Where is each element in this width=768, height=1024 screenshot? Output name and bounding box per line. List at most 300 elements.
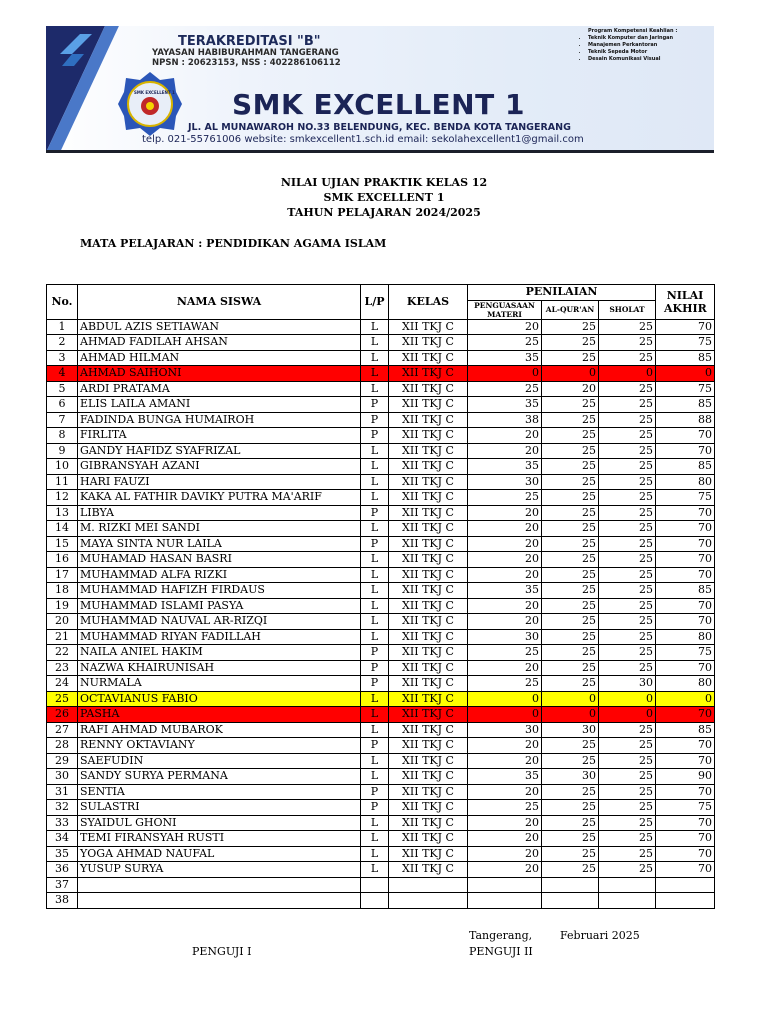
cell-sholat: 0: [599, 366, 656, 382]
cell-name: GIBRANSYAH AZANI: [78, 459, 361, 475]
cell-sholat: 25: [599, 800, 656, 816]
cell-quran: 25: [542, 784, 599, 800]
cell-quran: 25: [542, 676, 599, 692]
cell-final: 75: [656, 335, 715, 351]
cell-mastery: 25: [468, 800, 542, 816]
program-item: • Teknik Sepeda Motor: [588, 49, 712, 56]
cell-gender: [361, 893, 389, 909]
subject-label: MATA PELAJARAN : PENDIDIKAN AGAMA ISLAM: [80, 237, 387, 250]
cell-gender: P: [361, 505, 389, 521]
cell-gender: L: [361, 614, 389, 630]
cell-class: XII TKJ C: [389, 753, 468, 769]
cell-final: 70: [656, 552, 715, 568]
header-quran: AL-QUR'AN: [542, 300, 599, 319]
cell-mastery: 35: [468, 350, 542, 366]
cell-final: 75: [656, 381, 715, 397]
cell-final: 70: [656, 831, 715, 847]
cell-no: 36: [47, 862, 78, 878]
grades-body: [47, 319, 715, 908]
table-row: [47, 598, 715, 614]
table-header-row: [47, 285, 715, 301]
examiner-1-label: PENGUJI I: [192, 945, 252, 958]
cell-sholat: 25: [599, 645, 656, 661]
letterhead: [46, 26, 714, 150]
cell-sholat: 25: [599, 660, 656, 676]
table-row: [47, 691, 715, 707]
cell-mastery: 20: [468, 738, 542, 754]
cell-final: 70: [656, 846, 715, 862]
cell-name: AHMAD HILMAN: [78, 350, 361, 366]
npsn-nss: NPSN : 20623153, NSS : 402286106112: [152, 58, 341, 68]
foundation-name: YAYASAN HABIBURAHMAN TANGERANG: [152, 48, 339, 58]
cell-class: XII TKJ C: [389, 629, 468, 645]
cell-sholat: 25: [599, 350, 656, 366]
cell-mastery: 20: [468, 846, 542, 862]
cell-sholat: 25: [599, 567, 656, 583]
cell-no: 25: [47, 691, 78, 707]
cell-mastery: 20: [468, 753, 542, 769]
cell-mastery: 38: [468, 412, 542, 428]
cell-name: [78, 893, 361, 909]
cell-quran: 25: [542, 552, 599, 568]
cell-name: SAEFUDIN: [78, 753, 361, 769]
cell-final: 70: [656, 505, 715, 521]
document-school: SMK EXCELLENT 1: [323, 191, 445, 204]
cell-final: 70: [656, 598, 715, 614]
cell-mastery: 25: [468, 490, 542, 506]
cell-quran: 30: [542, 769, 599, 785]
examiner-2-label: PENGUJI II: [469, 945, 533, 958]
header-name: NAMA SISWA: [78, 285, 361, 320]
cell-gender: P: [361, 645, 389, 661]
school-contact: telp. 021-55761006 website: smkexcellent1.sch.id email: sekolahexcellent1@gmail.com: [142, 134, 584, 145]
cell-gender: L: [361, 691, 389, 707]
cell-quran: 25: [542, 800, 599, 816]
cell-no: 22: [47, 645, 78, 661]
cell-class: XII TKJ C: [389, 769, 468, 785]
cell-name: PASHA: [78, 707, 361, 723]
cell-class: XII TKJ C: [389, 428, 468, 444]
cell-gender: L: [361, 862, 389, 878]
table-row: [47, 428, 715, 444]
cell-gender: L: [361, 598, 389, 614]
cell-quran: 0: [542, 691, 599, 707]
cell-class: XII TKJ C: [389, 567, 468, 583]
cell-name: YOGA AHMAD NAUFAL: [78, 846, 361, 862]
cell-no: 5: [47, 381, 78, 397]
cell-no: 29: [47, 753, 78, 769]
cell-name: LIBYA: [78, 505, 361, 521]
cell-class: XII TKJ C: [389, 412, 468, 428]
cell-sholat: 25: [599, 598, 656, 614]
cell-mastery: 20: [468, 831, 542, 847]
cell-mastery: 20: [468, 567, 542, 583]
cell-class: XII TKJ C: [389, 846, 468, 862]
cell-name: NAZWA KHAIRUNISAH: [78, 660, 361, 676]
cell-no: 18: [47, 583, 78, 599]
cell-sholat: [599, 893, 656, 909]
table-row: [47, 319, 715, 335]
cell-name: FADINDA BUNGA HUMAIROH: [78, 412, 361, 428]
cell-sholat: 0: [599, 691, 656, 707]
cell-mastery: 20: [468, 428, 542, 444]
header-assessment: PENILAIAN: [468, 285, 656, 301]
cell-final: 70: [656, 614, 715, 630]
table-row: [47, 676, 715, 692]
cell-sholat: 30: [599, 676, 656, 692]
cell-gender: L: [361, 815, 389, 831]
cell-name: AHMAD SAIHONI: [78, 366, 361, 382]
cell-class: XII TKJ C: [389, 366, 468, 382]
cell-class: [389, 893, 468, 909]
cell-name: ELIS LAILA AMANI: [78, 397, 361, 413]
cell-quran: [542, 877, 599, 893]
table-row: [47, 474, 715, 490]
school-address: JL. AL MUNAWAROH NO.33 BELENDUNG, KEC. BENDA KOTA TANGERANG: [188, 122, 571, 133]
cell-mastery: 0: [468, 707, 542, 723]
cell-final: 70: [656, 862, 715, 878]
cell-class: XII TKJ C: [389, 397, 468, 413]
cell-final: 70: [656, 738, 715, 754]
cell-quran: [542, 893, 599, 909]
cell-gender: L: [361, 629, 389, 645]
cell-final: 85: [656, 350, 715, 366]
cell-quran: 25: [542, 660, 599, 676]
table-row: [47, 784, 715, 800]
cell-class: XII TKJ C: [389, 443, 468, 459]
cell-final: 85: [656, 583, 715, 599]
cell-class: XII TKJ C: [389, 676, 468, 692]
cell-class: [389, 877, 468, 893]
table-row: [47, 567, 715, 583]
cell-no: 10: [47, 459, 78, 475]
cell-no: 9: [47, 443, 78, 459]
cell-final: 85: [656, 459, 715, 475]
table-row: [47, 707, 715, 723]
school-logo-icon: [56, 30, 102, 76]
cell-name: OCTAVIANUS FABIO: [78, 691, 361, 707]
signature-date: Februari 2025: [560, 929, 640, 942]
cell-name: SANDY SURYA PERMANA: [78, 769, 361, 785]
cell-class: XII TKJ C: [389, 614, 468, 630]
cell-quran: 25: [542, 583, 599, 599]
cell-class: XII TKJ C: [389, 583, 468, 599]
cell-class: XII TKJ C: [389, 784, 468, 800]
table-row: [47, 350, 715, 366]
cell-no: 16: [47, 552, 78, 568]
program-item: • Manajemen Perkantoran: [588, 42, 712, 49]
cell-gender: L: [361, 567, 389, 583]
cell-sholat: 25: [599, 381, 656, 397]
table-row: [47, 335, 715, 351]
header-class: KELAS: [389, 285, 468, 320]
cell-name: NURMALA: [78, 676, 361, 692]
cell-mastery: 20: [468, 862, 542, 878]
letterhead-divider: [46, 150, 714, 153]
cell-gender: L: [361, 335, 389, 351]
cell-quran: 25: [542, 831, 599, 847]
cell-quran: 20: [542, 381, 599, 397]
cell-class: XII TKJ C: [389, 722, 468, 738]
table-row: [47, 521, 715, 537]
cell-name: MUHAMMAD HAFIZH FIRDAUS: [78, 583, 361, 599]
cell-no: 17: [47, 567, 78, 583]
cell-quran: 25: [542, 521, 599, 537]
cell-class: XII TKJ C: [389, 831, 468, 847]
cell-final: 70: [656, 707, 715, 723]
program-list-title: Program Kompetensi Keahlian :: [588, 28, 678, 34]
table-row: [47, 614, 715, 630]
program-item: • Desain Komunikasi Visual: [588, 56, 712, 63]
cell-name: YUSUP SURYA: [78, 862, 361, 878]
cell-quran: 25: [542, 459, 599, 475]
cell-final: 75: [656, 490, 715, 506]
cell-mastery: 20: [468, 815, 542, 831]
cell-sholat: 25: [599, 769, 656, 785]
cell-final: 70: [656, 443, 715, 459]
cell-quran: 25: [542, 815, 599, 831]
table-row: [47, 552, 715, 568]
cell-no: 2: [47, 335, 78, 351]
header-no: No.: [47, 285, 78, 320]
table-row: [47, 722, 715, 738]
cell-quran: 25: [542, 598, 599, 614]
cell-name: MUHAMMAD ALFA RIZKI: [78, 567, 361, 583]
accreditation-label: TERAKREDITASI "B": [178, 34, 321, 49]
cell-final: 70: [656, 753, 715, 769]
cell-mastery: [468, 893, 542, 909]
cell-sholat: 25: [599, 831, 656, 847]
cell-final: 85: [656, 722, 715, 738]
cell-final: 70: [656, 784, 715, 800]
cell-name: M. RIZKI MEI SANDI: [78, 521, 361, 537]
cell-class: XII TKJ C: [389, 707, 468, 723]
cell-class: XII TKJ C: [389, 815, 468, 831]
cell-quran: 30: [542, 722, 599, 738]
cell-no: 34: [47, 831, 78, 847]
table-row: [47, 846, 715, 862]
cell-final: [656, 893, 715, 909]
cell-sholat: 25: [599, 474, 656, 490]
cell-gender: L: [361, 521, 389, 537]
cell-class: XII TKJ C: [389, 691, 468, 707]
cell-sholat: 25: [599, 629, 656, 645]
table-row: [47, 490, 715, 506]
cell-no: 11: [47, 474, 78, 490]
cell-no: 38: [47, 893, 78, 909]
cell-name: MUHAMMAD NAUVAL AR-RIZQI: [78, 614, 361, 630]
cell-name: SENTIA: [78, 784, 361, 800]
table-row: [47, 862, 715, 878]
cell-no: 28: [47, 738, 78, 754]
cell-quran: 25: [542, 505, 599, 521]
cell-no: 19: [47, 598, 78, 614]
cell-quran: 25: [542, 536, 599, 552]
table-row: [47, 443, 715, 459]
cell-mastery: 20: [468, 319, 542, 335]
cell-no: 27: [47, 722, 78, 738]
cell-final: 70: [656, 319, 715, 335]
cell-final: 70: [656, 660, 715, 676]
cell-mastery: 20: [468, 443, 542, 459]
cell-mastery: 30: [468, 629, 542, 645]
cell-final: 70: [656, 815, 715, 831]
cell-class: XII TKJ C: [389, 381, 468, 397]
header-mastery: PENGUASAAN MATERI: [468, 300, 542, 319]
cell-name: GANDY HAFIDZ SYAFRIZAL: [78, 443, 361, 459]
school-name: SMK EXCELLENT 1: [232, 88, 525, 121]
cell-final: 75: [656, 645, 715, 661]
cell-mastery: 25: [468, 381, 542, 397]
cell-no: 12: [47, 490, 78, 506]
cell-mastery: 35: [468, 769, 542, 785]
table-row: [47, 645, 715, 661]
cell-no: 33: [47, 815, 78, 831]
cell-mastery: [468, 877, 542, 893]
table-row: [47, 412, 715, 428]
cell-sholat: 25: [599, 412, 656, 428]
table-row: [47, 505, 715, 521]
cell-no: 13: [47, 505, 78, 521]
cell-quran: 25: [542, 474, 599, 490]
cell-gender: P: [361, 536, 389, 552]
cell-sholat: 25: [599, 552, 656, 568]
cell-quran: 25: [542, 412, 599, 428]
cell-gender: L: [361, 319, 389, 335]
cell-sholat: 25: [599, 815, 656, 831]
cell-mastery: 20: [468, 521, 542, 537]
program-item: • Teknik Komputer dan Jaringan: [588, 35, 712, 42]
cell-gender: [361, 877, 389, 893]
cell-mastery: 30: [468, 722, 542, 738]
cell-sholat: 25: [599, 459, 656, 475]
cell-class: XII TKJ C: [389, 645, 468, 661]
table-row: [47, 381, 715, 397]
cell-class: XII TKJ C: [389, 459, 468, 475]
cell-no: 15: [47, 536, 78, 552]
cell-mastery: 35: [468, 397, 542, 413]
cell-quran: 25: [542, 614, 599, 630]
cell-final: 90: [656, 769, 715, 785]
cell-class: XII TKJ C: [389, 350, 468, 366]
cell-no: 7: [47, 412, 78, 428]
table-row: [47, 831, 715, 847]
cell-class: XII TKJ C: [389, 319, 468, 335]
cell-mastery: 20: [468, 614, 542, 630]
cell-gender: L: [361, 753, 389, 769]
table-row: [47, 536, 715, 552]
cell-class: XII TKJ C: [389, 862, 468, 878]
cell-gender: P: [361, 412, 389, 428]
cell-mastery: 35: [468, 459, 542, 475]
cell-quran: 0: [542, 366, 599, 382]
cell-gender: L: [361, 443, 389, 459]
cell-class: XII TKJ C: [389, 552, 468, 568]
cell-mastery: 20: [468, 784, 542, 800]
cell-no: 37: [47, 877, 78, 893]
cell-class: XII TKJ C: [389, 490, 468, 506]
cell-sholat: 25: [599, 722, 656, 738]
cell-sholat: 25: [599, 846, 656, 862]
cell-quran: 25: [542, 753, 599, 769]
cell-final: 70: [656, 536, 715, 552]
cell-final: 0: [656, 691, 715, 707]
cell-class: XII TKJ C: [389, 536, 468, 552]
cell-final: 85: [656, 397, 715, 413]
table-row: [47, 660, 715, 676]
cell-name: SULASTRI: [78, 800, 361, 816]
cell-quran: 25: [542, 350, 599, 366]
cell-final: 80: [656, 676, 715, 692]
school-emblem-icon: [116, 70, 184, 138]
cell-sholat: 25: [599, 505, 656, 521]
cell-gender: L: [361, 474, 389, 490]
cell-name: MUHAMMAD RIYAN FADILLAH: [78, 629, 361, 645]
cell-final: 80: [656, 474, 715, 490]
cell-mastery: 25: [468, 645, 542, 661]
cell-gender: L: [361, 722, 389, 738]
cell-quran: 25: [542, 335, 599, 351]
cell-quran: 25: [542, 645, 599, 661]
cell-no: 26: [47, 707, 78, 723]
cell-gender: L: [361, 459, 389, 475]
cell-sholat: 25: [599, 521, 656, 537]
cell-quran: 25: [542, 862, 599, 878]
cell-final: 70: [656, 428, 715, 444]
grades-table: [46, 284, 715, 909]
cell-gender: P: [361, 738, 389, 754]
cell-sholat: [599, 877, 656, 893]
cell-quran: 25: [542, 443, 599, 459]
cell-no: 3: [47, 350, 78, 366]
table-row: [47, 893, 715, 909]
cell-gender: P: [361, 428, 389, 444]
table-row: [47, 459, 715, 475]
cell-name: KAKA AL FATHIR DAVIKY PUTRA MA'ARIF: [78, 490, 361, 506]
cell-no: 1: [47, 319, 78, 335]
cell-final: 75: [656, 800, 715, 816]
cell-name: MAYA SINTA NUR LAILA: [78, 536, 361, 552]
cell-name: FIRLITA: [78, 428, 361, 444]
cell-no: 31: [47, 784, 78, 800]
cell-mastery: 20: [468, 536, 542, 552]
cell-quran: 25: [542, 567, 599, 583]
cell-name: MUHAMMAD ISLAMI PASYA: [78, 598, 361, 614]
cell-gender: L: [361, 583, 389, 599]
cell-name: HARI FAUZI: [78, 474, 361, 490]
table-row: [47, 877, 715, 893]
cell-final: 80: [656, 629, 715, 645]
cell-quran: 25: [542, 629, 599, 645]
cell-name: ARDI PRATAMA: [78, 381, 361, 397]
cell-sholat: 25: [599, 784, 656, 800]
cell-sholat: 25: [599, 335, 656, 351]
table-row: [47, 800, 715, 816]
cell-mastery: 25: [468, 676, 542, 692]
cell-final: 0: [656, 366, 715, 382]
cell-sholat: 25: [599, 738, 656, 754]
table-row: [47, 583, 715, 599]
table-row: [47, 815, 715, 831]
cell-name: AHMAD FADILAH AHSAN: [78, 335, 361, 351]
cell-final: 70: [656, 521, 715, 537]
cell-class: XII TKJ C: [389, 800, 468, 816]
cell-quran: 25: [542, 428, 599, 444]
cell-class: XII TKJ C: [389, 474, 468, 490]
cell-quran: 25: [542, 319, 599, 335]
cell-name: RAFI AHMAD MUBAROK: [78, 722, 361, 738]
header-sholat: SHOLAT: [599, 300, 656, 319]
